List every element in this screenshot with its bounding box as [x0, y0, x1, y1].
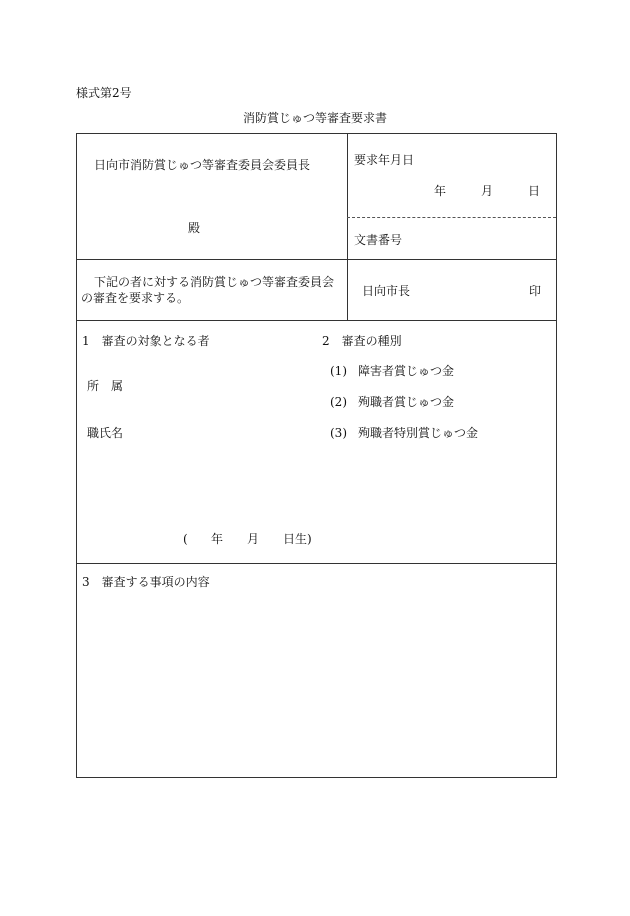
section3-heading: 3 審査する事項の内容 [82, 575, 210, 589]
seal-mark: 印 [529, 284, 542, 298]
section1-heading: 1 審査の対象となる者 [82, 334, 210, 348]
document-number-label: 文書番号 [354, 233, 403, 247]
option-label-disability: 障害者賞じゅつ金 [358, 364, 455, 378]
form-number: 様式第2号 [76, 86, 132, 100]
request-statement-line2: の審査を要求する。 [81, 291, 190, 305]
addressee-name: 日向市消防賞じゅつ等審査委員会委員長 [94, 158, 311, 172]
option-number: (2) [330, 395, 347, 409]
option-label-special-death: 殉職者特別賞じゅつ金 [358, 426, 479, 440]
section2-heading: 2 審査の種別 [322, 334, 402, 348]
request-date-month: 月 [481, 184, 494, 198]
position-name-label: 職氏名 [87, 426, 124, 440]
option-number: (3) [330, 426, 347, 440]
option-number: (1) [330, 364, 347, 378]
row-divider-1 [77, 259, 556, 260]
birth-day: 日生) [283, 532, 312, 546]
form-title: 消防賞じゅつ等審査要求書 [242, 111, 387, 125]
row-divider-3 [77, 563, 556, 564]
request-date-year: 年 [434, 184, 447, 198]
request-form-table [76, 133, 557, 778]
birth-year: 年 [211, 532, 224, 546]
addressee-honorific: 殿 [188, 221, 201, 235]
date-number-divider [347, 217, 556, 218]
column-divider [347, 134, 348, 320]
requester-title: 日向市長 [362, 284, 411, 298]
birth-month: 月 [247, 532, 260, 546]
request-date-label: 要求年月日 [354, 153, 415, 167]
row-divider-2 [77, 320, 556, 321]
affiliation-label: 所 属 [87, 379, 124, 393]
option-label-line-of-duty-death: 殉職者賞じゅつ金 [358, 395, 455, 409]
request-date-day: 日 [528, 184, 541, 198]
birth-open: ( [183, 532, 188, 546]
request-statement-line1: 下記の者に対する消防賞じゅつ等審査委員会 [94, 275, 335, 289]
